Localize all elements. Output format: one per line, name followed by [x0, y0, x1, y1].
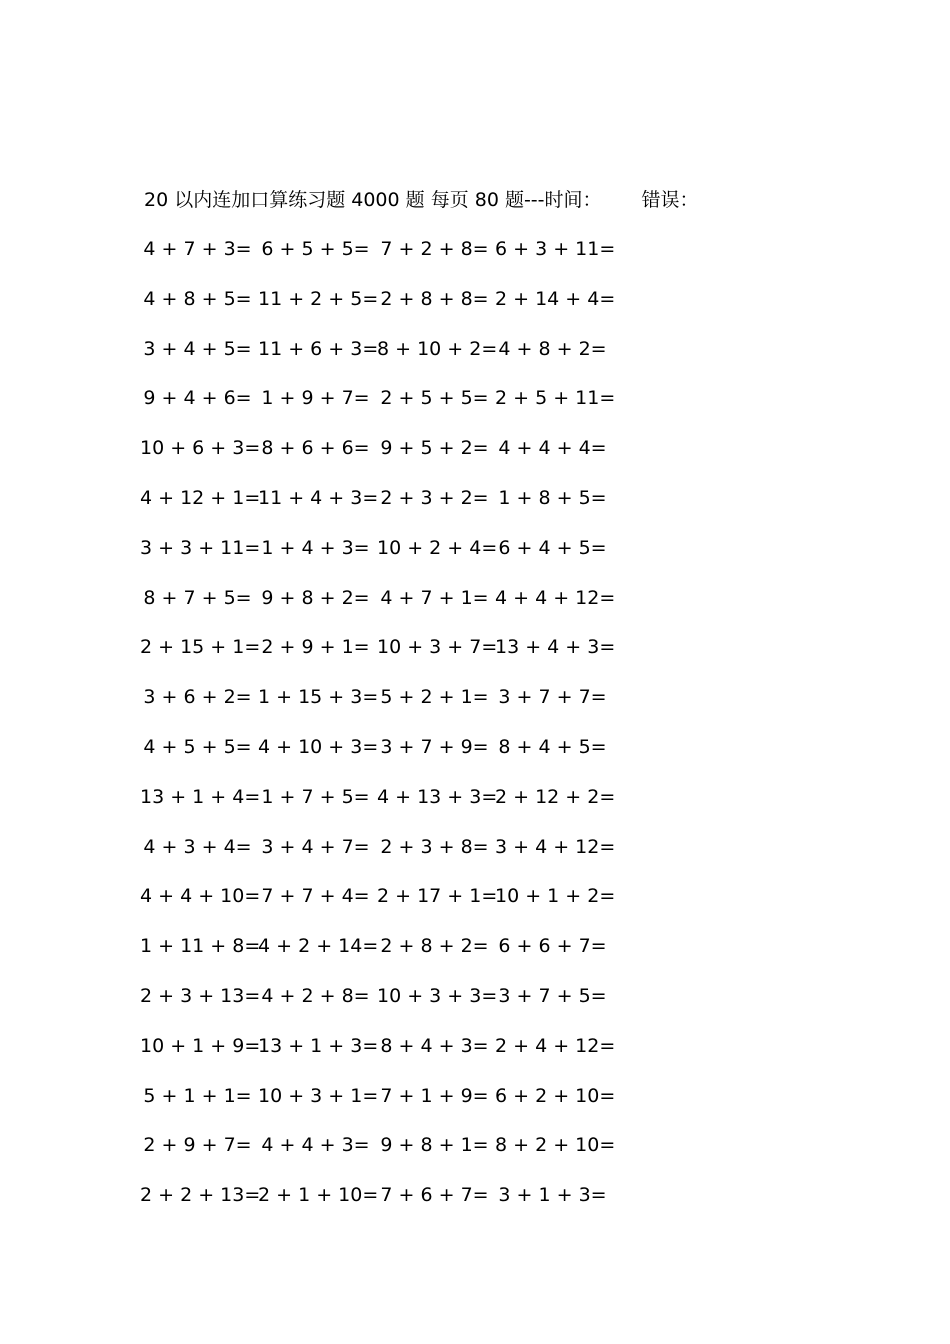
problem-item: 9 + 8 + 1= — [380, 1134, 489, 1157]
problem-item: 6 + 4 + 5= — [498, 536, 607, 559]
problem-grid — [140, 235, 630, 1231]
worksheet-title: 20 以内连加口算练习题 4000 题 每页 80 题---时间： — [144, 189, 602, 211]
problem-item: 10 + 3 + 1= — [258, 1084, 379, 1107]
problem-item: 3 + 7 + 9= — [380, 735, 489, 758]
problem-item: 10 + 2 + 4= — [377, 536, 498, 559]
problem-item: 13 + 4 + 3= — [495, 636, 616, 659]
problem-row — [140, 1181, 630, 1231]
problem-item: 2 + 8 + 2= — [380, 935, 489, 958]
problem-item: 4 + 5 + 5= — [143, 735, 252, 758]
problem-item: 9 + 8 + 2= — [261, 586, 370, 609]
problem-item: 4 + 4 + 4= — [498, 437, 607, 460]
problem-row — [140, 633, 630, 683]
problem-item: 5 + 1 + 1= — [143, 1084, 252, 1107]
worksheet-header — [144, 186, 699, 214]
problem-item: 10 + 6 + 3= — [140, 437, 261, 460]
problem-item: 6 + 2 + 10= — [495, 1084, 616, 1107]
problem-item: 7 + 2 + 8= — [380, 238, 489, 260]
problem-row — [140, 683, 630, 733]
problem-row — [140, 235, 630, 285]
problem-item: 4 + 4 + 12= — [495, 586, 616, 609]
problem-item: 2 + 3 + 8= — [380, 835, 489, 858]
problem-item: 1 + 7 + 5= — [261, 785, 370, 808]
problem-row — [140, 1032, 630, 1082]
problem-item: 4 + 13 + 3= — [377, 785, 498, 808]
problem-item: 2 + 3 + 2= — [380, 486, 489, 509]
problem-row — [140, 833, 630, 883]
problem-item: 4 + 7 + 3= — [143, 238, 252, 260]
problem-item: 8 + 4 + 3= — [380, 1034, 489, 1057]
problem-row — [140, 484, 630, 534]
problem-item: 6 + 5 + 5= — [261, 238, 370, 260]
problem-item: 2 + 1 + 10= — [258, 1184, 379, 1207]
problem-item: 4 + 2 + 14= — [258, 935, 379, 958]
problem-item: 11 + 6 + 3= — [258, 337, 379, 360]
problem-row — [140, 335, 630, 385]
problem-row — [140, 783, 630, 833]
problem-row — [140, 932, 630, 982]
problem-item: 3 + 7 + 7= — [498, 686, 607, 709]
problem-item: 10 + 1 + 9= — [140, 1034, 261, 1057]
problem-item: 1 + 9 + 7= — [261, 387, 370, 410]
problem-item: 3 + 4 + 12= — [495, 835, 616, 858]
problem-item: 2 + 8 + 8= — [380, 287, 489, 310]
problem-row — [140, 434, 630, 484]
problem-row — [140, 982, 630, 1032]
problem-item: 1 + 11 + 8= — [140, 935, 261, 958]
errors-label: 错误： — [641, 189, 699, 211]
problem-item: 4 + 4 + 10= — [140, 885, 261, 908]
problem-item: 2 + 5 + 11= — [495, 387, 616, 410]
problem-item: 11 + 4 + 3= — [258, 486, 379, 509]
problem-item: 2 + 5 + 5= — [380, 387, 489, 410]
problem-item: 7 + 6 + 7= — [380, 1184, 489, 1207]
problem-row — [140, 882, 630, 932]
problem-item: 7 + 1 + 9= — [380, 1084, 489, 1107]
problem-item: 4 + 7 + 1= — [380, 586, 489, 609]
problem-item: 6 + 3 + 11= — [495, 238, 616, 260]
problem-item: 8 + 10 + 2= — [377, 337, 498, 360]
problem-item: 2 + 17 + 1= — [377, 885, 498, 908]
problem-item: 10 + 3 + 3= — [377, 984, 498, 1007]
problem-item: 13 + 1 + 4= — [140, 785, 261, 808]
problem-item: 11 + 2 + 5= — [258, 287, 379, 310]
problem-row — [140, 1131, 630, 1181]
problem-item: 6 + 6 + 7= — [498, 935, 607, 958]
problem-item: 3 + 1 + 3= — [498, 1184, 607, 1207]
problem-row — [140, 534, 630, 584]
problem-item: 8 + 6 + 6= — [261, 437, 370, 460]
problem-item: 3 + 7 + 5= — [498, 984, 607, 1007]
problem-row — [140, 1082, 630, 1132]
problem-item: 10 + 1 + 2= — [495, 885, 616, 908]
problem-item: 10 + 3 + 7= — [377, 636, 498, 659]
problem-item: 9 + 5 + 2= — [380, 437, 489, 460]
problem-item: 8 + 7 + 5= — [143, 586, 252, 609]
problem-item: 13 + 1 + 3= — [258, 1034, 379, 1057]
problem-item: 2 + 2 + 13= — [140, 1184, 261, 1207]
problem-item: 4 + 10 + 3= — [258, 735, 379, 758]
problem-item: 1 + 15 + 3= — [258, 686, 379, 709]
problem-item: 9 + 4 + 6= — [143, 387, 252, 410]
problem-item: 4 + 2 + 8= — [261, 984, 370, 1007]
problem-item: 2 + 14 + 4= — [495, 287, 616, 310]
problem-item: 2 + 9 + 7= — [143, 1134, 252, 1157]
problem-item: 1 + 8 + 5= — [498, 486, 607, 509]
problem-item: 4 + 8 + 5= — [143, 287, 252, 310]
problem-row — [140, 384, 630, 434]
problem-row — [140, 285, 630, 335]
problem-item: 4 + 4 + 3= — [261, 1134, 370, 1157]
problem-row — [140, 733, 630, 783]
problem-item: 2 + 3 + 13= — [140, 984, 261, 1007]
problem-item: 3 + 6 + 2= — [143, 686, 252, 709]
problem-item: 4 + 3 + 4= — [143, 835, 252, 858]
problem-item: 4 + 8 + 2= — [498, 337, 607, 360]
problem-item: 3 + 4 + 7= — [261, 835, 370, 858]
problem-item: 8 + 4 + 5= — [498, 735, 607, 758]
problem-item: 8 + 2 + 10= — [495, 1134, 616, 1157]
problem-item: 4 + 12 + 1= — [140, 486, 261, 509]
problem-item: 7 + 7 + 4= — [261, 885, 370, 908]
problem-item: 2 + 4 + 12= — [495, 1034, 616, 1057]
problem-item: 5 + 2 + 1= — [380, 686, 489, 709]
problem-item: 3 + 4 + 5= — [143, 337, 252, 360]
problem-item: 1 + 4 + 3= — [261, 536, 370, 559]
problem-item: 2 + 9 + 1= — [261, 636, 370, 659]
problem-item: 2 + 15 + 1= — [140, 636, 261, 659]
problem-row — [140, 584, 630, 634]
problem-item: 3 + 3 + 11= — [140, 536, 261, 559]
problem-item: 2 + 12 + 2= — [495, 785, 616, 808]
